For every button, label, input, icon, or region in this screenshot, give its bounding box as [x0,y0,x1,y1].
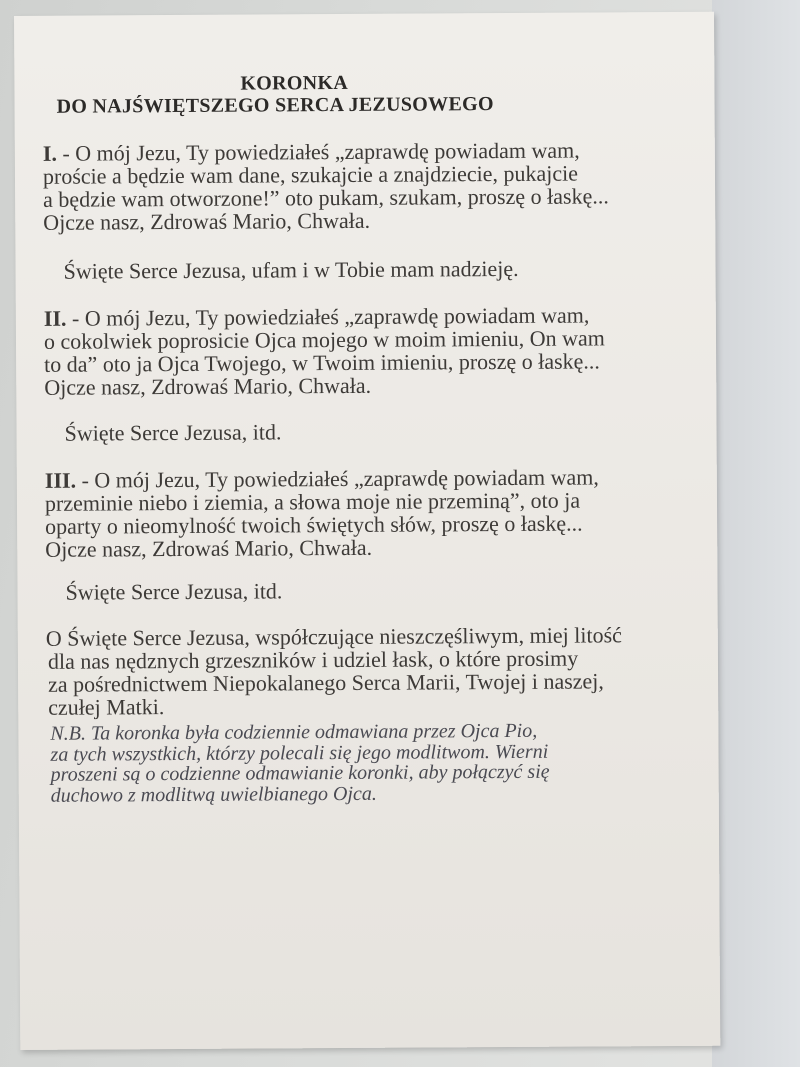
closing-line-4: czułej Matki. [48,694,165,720]
section-1-invocation: Święte Serce Jezusa, ufam i w Tobie mam nadzieję. [63,255,519,284]
section-3 [45,465,600,560]
background-wall [712,0,800,1067]
section-1-text: - O mój Jezu, Ty powiedziałeś „zaprawdę powiadam wam, [56,137,580,166]
section-1-line-2: proście a będzie wam dane, szukajcie a znajdziecie, pukajcie [42,160,579,189]
section-2-line-2: o cokolwiek poprosicie Ojca mojego w moim imieniu, On wam [43,325,605,354]
note-line-4: duchowo z modlitwą uwielbianego Ojca. [50,782,377,807]
section-1-line-3: a będzie wam otworzone!” oto pukam, szukam, proszę o łaskę... [43,183,609,212]
section-1 [43,138,609,233]
note-line-2: za tych wszystkich, którzy polecali się jego modlitwom. Wierni [50,740,549,766]
section-3-line-2: przeminie niebo i ziemia, a słowa moje nie przeminą”, oto ja [44,487,581,516]
section-3-line-4: Ojcze nasz, Zdrowaś Mario, Chwała. [45,534,373,562]
section-1-line-4: Ojcze nasz, Zdrowaś Mario, Chwała. [43,207,371,235]
closing-line-1: O Święte Serce Jezusa, współczujące nieszczęśliwym, miej litość [45,622,622,651]
section-3-text: - O mój Jezu, Ty powiedziałeś „zaprawdę powiadam wam, [75,464,599,493]
section-2-line-3: to da” oto ja Ojca Twojego, w Twoim imieniu, proszę o łaskę... [44,348,600,377]
section-number: I. [42,140,57,166]
closing-line-2: dla nas nędznych grzeszników i udziel łask, o które prosimy [47,645,579,674]
note [50,721,549,806]
section-2-line-4: Ojcze nasz, Zdrowaś Mario, Chwała. [44,372,372,400]
note-line-1: N.B. Ta koronka była codziennie odmawiana przez Ojca Pio, [50,719,538,745]
section-number: III. [44,467,77,493]
section-2 [44,303,605,398]
section-3-invocation: Święte Serce Jezusa, itd. [65,578,283,605]
note-line-3: proszeni są o codzienne odmawianie koronki, aby połączyć się [50,760,550,786]
section-3-line-3: oparty o nieomylność twoich świętych słów, proszę o łaskę... [45,510,583,539]
closing-prayer [46,623,623,719]
prayer-card [14,12,720,1050]
section-2-invocation: Święte Serce Jezusa, itd. [64,419,282,446]
title-line-2: DO NAJŚWIĘTSZEGO SERCA JEZUSOWEGO [56,93,494,118]
section-number: II. [43,305,67,331]
section-2-text: - O mój Jezu, Ty powiedziałeś „zaprawdę powiadam wam, [66,302,590,331]
closing-line-3: za pośrednictwem Niepokalanego Serca Marii, Twojej i naszej, [48,668,604,697]
title-line-1: KORONKA [240,71,349,95]
